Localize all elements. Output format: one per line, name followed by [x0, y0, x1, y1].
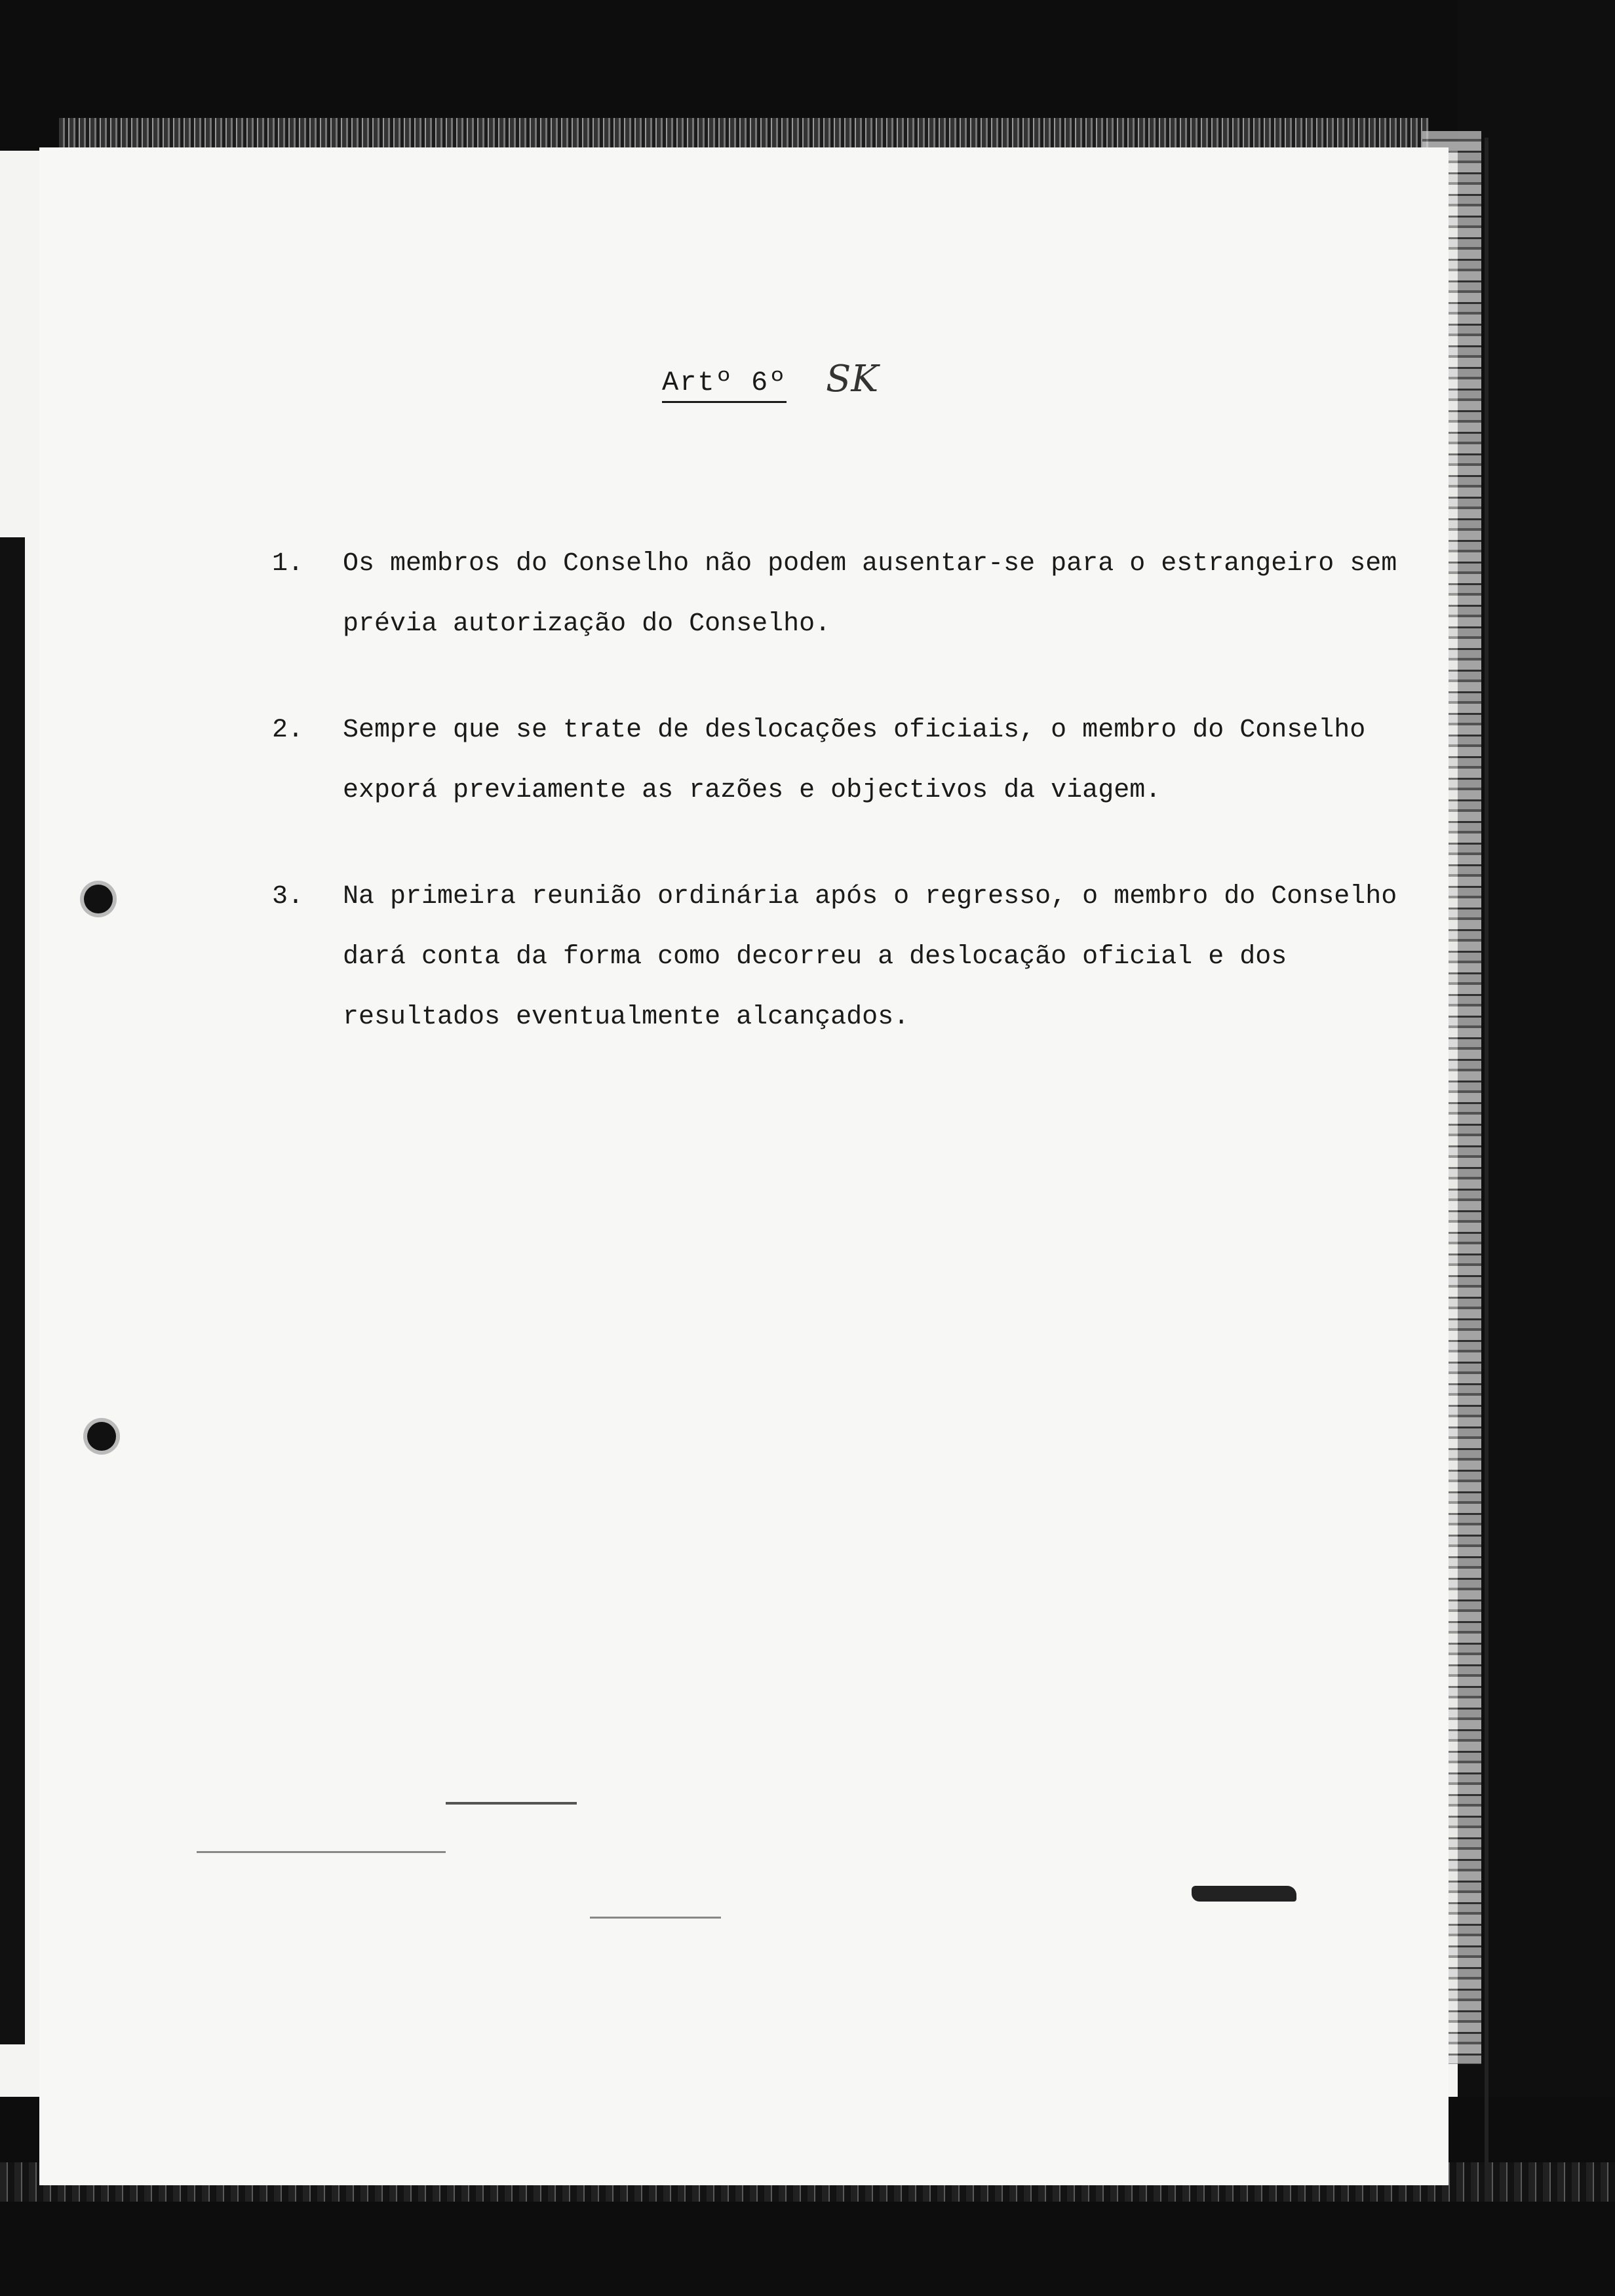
scan-border-right	[1458, 0, 1615, 2296]
item-text: Os membros do Conselho não podem ausentar-se para o estrangeiro sem prévia autorização do Conselho.	[343, 549, 1397, 639]
punch-hole	[84, 885, 113, 913]
list-item	[272, 534, 1399, 655]
list-item	[272, 700, 1399, 821]
scan-border-left	[0, 537, 25, 2044]
article-heading	[662, 358, 879, 419]
scan-smudge	[590, 1917, 721, 1919]
document-page	[39, 147, 1449, 2185]
article-items	[272, 534, 1399, 1094]
item-number: 1.	[272, 549, 304, 579]
list-item	[272, 867, 1399, 1048]
page-edge-rule	[1485, 138, 1489, 2202]
scan-smudge	[446, 1802, 577, 1805]
article-title: Artº 6º	[662, 367, 787, 403]
punch-hole	[87, 1422, 116, 1451]
scan-smudge	[197, 1851, 446, 1853]
item-number: 2.	[272, 716, 304, 745]
item-text: Sempre que se trate de deslocações oficiais, o membro do Conselho exporá previamente as razões e objectivos da viagem.	[343, 716, 1366, 805]
item-number: 3.	[272, 882, 304, 911]
ink-blot	[1192, 1886, 1296, 1902]
handwritten-initials: SK	[826, 358, 879, 400]
item-text: Na primeira reunião ordinária após o regresso, o membro do Conselho dará conta da forma como decorreu a deslocação oficial e dos resultados eventualmente alcançados.	[343, 882, 1397, 1032]
